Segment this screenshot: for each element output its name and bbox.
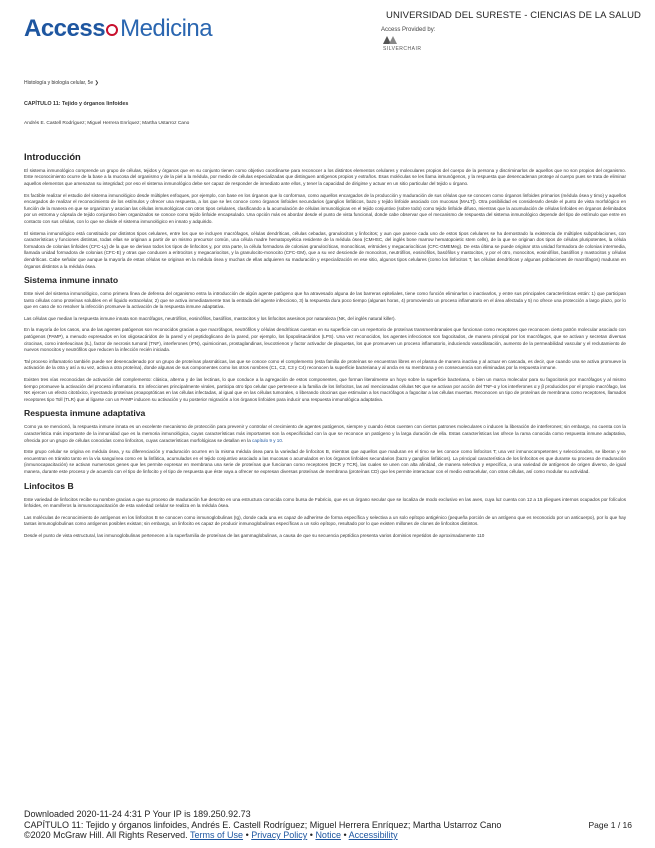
section-title-introduccion: Introducción	[24, 150, 81, 162]
paragraph: Este variedad de linfocitos recibe su nombre gracias a que su proceso de maduración fue descrito en una estructura conocida como bursa de Fabricio, que es un órgano secular que se localiza de modo exclusivo en las aves, cuya luz cuenta con 12 a 15 pliegues internos ocupados por folículos linfoides, en mamíferos la inmunocapacitación de esta variedad celular se realiza en la médula ósea.	[24, 496, 626, 509]
chevron-right-icon: ❯	[94, 80, 99, 86]
institution-name: UNIVERSIDAD DEL SURESTE - CIENCIAS DE LA SALUD	[385, 10, 641, 21]
paragraph: Es factible realizar el estudio del sistema inmunológico desde múltiples enfoques, por ejemplo, con base en los órganos que lo conforman, como aquellos encargados de la producción y maduración de sus células que se conocen como órganos linfoides primarios (médula ósea y timo) y aquellos encargados de realizar el reconocimiento de los estímulos y ofrecer una respuesta, a los que se les conoce como órganos linfoides secundarios (ganglios linfáticos, bazo y tejido linfoide asociado con mucosas [MALT]). Otra posibilidad es considerarlo desde el punto de vista morfológico en función de la manera en que se organizan y asocian las células inmunológicas con otros tipos celulares, clasificando a la acumulación de células inmunológicas en el tejido conjuntivo (sobre todo) como tejido linfoide difuso, mientras que la acumulación de células linfoides en órganos delimitados por un estroma y cápsula de tejido conjuntivo bien organizados se conoce como tejido linfoide encapsulado. Una opción más es abordar desde el punto de vista funcional, donde cabe observar que el mecanismo de respuesta del sistema inmunológico depende del tipo de estímulo que entre en contacto con sus células, con lo que se divide el sistema inmunológico en innato y adquirido.	[24, 192, 626, 224]
provided-by-label: Access Provided by:	[381, 27, 436, 33]
paragraph: El sistema inmunológico comprende un grupo de células, tejidos y órganos que en su conjunto tienen como objetivo coordinarse para reconocer a los distintos elementos celulares y moleculares propios del cuerpo de la persona y discriminarlos de aquellos que no son propios del organismo. Este reconocimiento ocurre de la base a la mucosa del organismo y de la piel a la médula, por medio de células especializadas que distinguen antígenos propios y extraños. Esas moléculas se les llama inmunógenos, y la respuesta que desencadenan protege al cuerpo pues se trata de eliminar aquellos elementos que amenazan su integridad; por eso el sistema inmunológico debe ser capaz de responder de inmediato ante ellos, y tener la capacidad de dirigirse y actuar en un sitio particular del tejido u órgano.	[24, 167, 626, 186]
accessibility-link[interactable]: Accessibility	[348, 830, 398, 840]
authors-line: Andrés E. Castell Rodríguez; Miguel Herrera Enríquez; Martha Ustarroz Cano	[24, 121, 190, 127]
breadcrumb[interactable]	[24, 80, 626, 87]
logo-medicina-text: Medicina	[120, 15, 213, 42]
separator-dot: •	[309, 830, 313, 840]
paragraph: En la mayoría de los casos, una de las agentes patógenos son reconocidos gracias a que macrófagos, neutrófilos y células dendríticas cuentan en su superficie con un repertorio de proteínas transmembranales que funcionan como receptores que reconocen cierto patrón molecular asociado con patógenos (PAMP), a menudo expresados en los oligosacáridos de la pared y el peptidoglicano de la pared, por ejemplo, los lipopolisacáridos (LPS). Una vez reconocidos, los agentes infecciosos son fagocitados, de manera principal por los macrófagos, que se activan y secretan diversas citocinas, como interleucinas (IL), factor de necrosis tumoral (TNF), interferones (IFN), quimiocinas, prostaglandinas, leucotrienos y factor activador de plaquetas, los que promueven un proceso inflamatorio, induciendo vasodilatación, aumento de la permeabilidad vascular y el reclutamiento de nuevos monocitos y neutrófilos que reducen la infección recién iniciada.	[24, 327, 626, 353]
paragraph: Este nivel del sistema inmunológico, como primera línea de defensa del organismo entra la introducción de algún agente patógeno que ha atravesado alguna de las barreras epiteliales, tiene como función eliminarlos o inactivarlos, y entre sus principales características están: 1) que participan tanto células como proteínas solubles en el líquido extracelular, 2) que se activa inmediatamente tras la entrada del agente infeccioso, 3) la respuesta dura poco tiempo (algunas horas, 4) promoviendo un proceso inflamatorio en el área afectada y 5) no ofrece una protección a largo plazo, por lo que en caso de no resolver la infección promueve la activación de la respuesta inmune adaptativa.	[24, 291, 626, 310]
chapter-title: CAPÍTULO 11: Tejido y órganos linfoides	[24, 100, 129, 107]
paragraph: Las células que median la respuesta inmune innata son macrófagos, neutrófilos, eosinófilos, basófilos, mastocitos y los linfocitos asesinos por naturaleza (NK, del inglés natural killer).	[24, 315, 396, 321]
section-title-sistema-inmune-innato: Sistema inmune innato	[24, 275, 119, 286]
article-body	[24, 80, 626, 545]
copyright-text: ©2020 McGraw Hill. All Rights Reserved.	[24, 830, 188, 840]
paragraph-text-end: .	[281, 437, 284, 443]
provider-logo-icon	[381, 35, 411, 45]
paragraph: Tal proceso inflamatorio también puede ser desencadenado por un grupo de proteínas plasmáticas, las que se conoce como el complemento (esta familia de proteínas se encuentran libres en el plasma de manera inactiva y al actuar en cascada, es decir, que cuando una se activa promueve la activación de la otra y así a su vez, activa a otra proteína), donde algunas de sus componentes como los otros nombres (C1, C2, C3 y C4) reconocen la superficie bacteriana y al ancla en su membrana y en consecuencia son eliminadas por la respuesta inmune.	[24, 358, 626, 371]
logo-separator-icon	[106, 24, 118, 36]
chapter-link[interactable]: capítulo 9 y 10	[252, 437, 282, 443]
privacy-policy-link[interactable]: Privacy Policy	[251, 830, 308, 840]
logo-access-text: Access	[24, 15, 106, 42]
notice-link[interactable]: Notice	[315, 830, 341, 840]
paragraph: Existen tres vías reconocidas de activación del complemento: clásica, alterna y de las lectinas, lo que conduce a la agregación de estos componentes, que forman literalmente un hoyo sobre la superficie bacteriana, o bien un marca molecular para su fagocitosis por macrófagos y al mismo tiempo promueve la activación del proceso inflamatorio. En infecciones principalmente virales, participa otro tipo celular que pertenece a la familia de los linfocitos, las así mencionadas células NK que se activan por acción del TNF-α y los interferones α y β producidos por el propio macrófago, las NK ejercen un efecto citotóxico, inyectando proteínas proapoptóticas en las células infectadas, al igual que en las células tumorales, o liberando citocinas que estimulan a los macrófagos a fagocitar a las células muertas. Reconocen un tipo de proteínas de membrana como receptores, llamados receptores tipo Toll (TLR) que al ligarse con un PAMP inducen su activación y su posterior migración a los órganos linfoides para inducir una respuesta inmunológica adaptativa.	[24, 377, 626, 402]
citation-line: CAPÍTULO 11: Tejido y órganos linfoides, Andrés E. Castell Rodríguez; Miguel Herrera Enríquez; Martha Ustarroz Cano	[24, 819, 502, 830]
access-medicina-logo[interactable]	[24, 15, 212, 43]
paragraph: Desde el punto de vista estructural, las inmunoglobulinas pertenecen a la superfamilia de proteínas de las gammaglobulinas, a causa de que su secuencia peptídica presenta varios dominios repetidos de aproximadamente 110	[24, 532, 485, 538]
breadcrumb-book[interactable]: Histología y biología celular, 5e	[24, 80, 94, 86]
paragraph: Las moléculas de reconocimiento de antígenos en los linfocitos B se conocen como inmunoglobulinas (Ig), donde cada una es capaz de adherirse de forma específica y selectiva a un solo epítopo antigénico (pequeña porción de un antígeno que es reconocido por un anticuerpo), por lo que hay tantas inmunoglobulinas como antígenos posibles existan; sin embargo, un linfocito es capaz de producir inmunoglobulinas específicas a un solo epítopo, resultado por lo que existen millones de clones de linfocitos distintos.	[24, 514, 626, 527]
legal-links	[24, 830, 632, 841]
download-info: Downloaded 2020-11-24 4:31 P Your IP is 189.250.92.73	[24, 809, 251, 819]
paragraph	[24, 424, 626, 444]
paragraph: Este grupo celular se origina en médula ósea, y su diferenciación y maduración ocurren en la misma médula ósea para la variedad de linfocitos B, mientras que aquellos que maduran en el timo se les conoce como linfocitos T; una vez inmunocompetentes y seleccionados, se liberan y se encuentran en tránsito tanto en la vía sanguínea como en la linfática, acumulados en el tejido conjuntivo asociado a las mucosas o acumulados en los órganos linfoides secundarios (bazo y ganglios linfáticos). La principal característica de los linfocitos es que durante su proceso de maduración (inmunocapacitación) se activan numerosos genes que les permite expresar en membrana una serie de proteínas que funcionan como receptores (BCR y TCR), las cuales se unen con alta afinidad, de manera selectiva y específica, a una variedad de antígenos de origen diverso, de igual manera, durante este proceso y de acuerdo con el tipo de linfocito y el tipo de respuesta que éste vaya a ofrecer se expresan diversas proteínas de membrana (proteínas CD) que les permite interactuar con el medio extracelular, con otras células, así como modular su actividad.	[24, 449, 626, 474]
separator-dot: •	[245, 830, 249, 840]
page-footer	[24, 809, 632, 841]
section-title-respuesta-inmune-adaptativa: Respuesta inmune adaptativa	[24, 408, 146, 419]
paragraph: El sistema inmunológico está constituido por distintos tipos celulares, entre los que se incluyen macrófagos, células dendríticas, células cebadas, granulocitos y linfocitos; y aun que parece cada uno de estos tipos celulares se ha demostrado la existencia de múltiples subpoblaciones, con características y funciones distintas, todas ellas se originan a partir de un mismo precursor común, una célula madre hematopoyética residente de la médula ósea (CMHSC, del inglés bone marrow hematopoietic stem cells), de la que se originan dos tipos de células pluripotentes, la célula formadora de colonias linfoides (CFC-Ly) de la que se derivan todos los tipos de linfocitos y, por otra parte, la célula formadora de colonias granulocíticas, monocíticas, eritroides y megacariocíticas (CFC-GMEMeg). De esta última se puede originar otra unidad formadora de colonias intermedia, llamada unidad formadora de colonias (CFC-E) y otras que conducen a eritrocitos y megacariocitos, y la granulocito-monocito (CFC-GM), que a su vez desciende de monocitos, neutrófilos, eosinófilos, basófilos y mastocitos, y por el otro, monocitos, eosinófilos, basófilos y mastocitos y células dendríticas. Cabe señalar que aunque la mayoría de estas células se originan en la médula ósea y muchas de ellas adquieren su maduración y especialización en ese sitio, algunos tipos celulares (como los linfocitos T, las células dendríticas y algunas poblaciones de macrófagos) maduran en órganos distintos a la médula ósea.	[24, 230, 626, 269]
page-number: Page 1 / 16	[588, 819, 632, 830]
provider-name: SILVERCHAIR	[383, 46, 422, 52]
separator-dot: •	[343, 830, 347, 840]
terms-of-use-link[interactable]: Terms of Use	[190, 830, 244, 840]
section-title-linfocitos-b: Linfocitos B	[24, 480, 74, 491]
paragraph-text: Como ya se mencionó, la respuesta inmune innata es un excelente mecanismo de protección para prevenir y controlar el crecimiento de agentes patógenos, siempre y cuando éstos cuenten con ciertos patrones moleculares o inducen la liberación de interferones; sin embargo, no cuenta con la característica más importante de la inmunidad que es la memoria inmunológica, cuyas características más importantes son la especificidad con la que se reconoce un patógeno y la larga duración de ella. Estas características las ofrece la rama conocida como respuesta inmune adaptativa, ofrecida por un grupo de células conocidas como linfocitos, cuyas características morfológicas se detallan en la	[24, 424, 626, 443]
